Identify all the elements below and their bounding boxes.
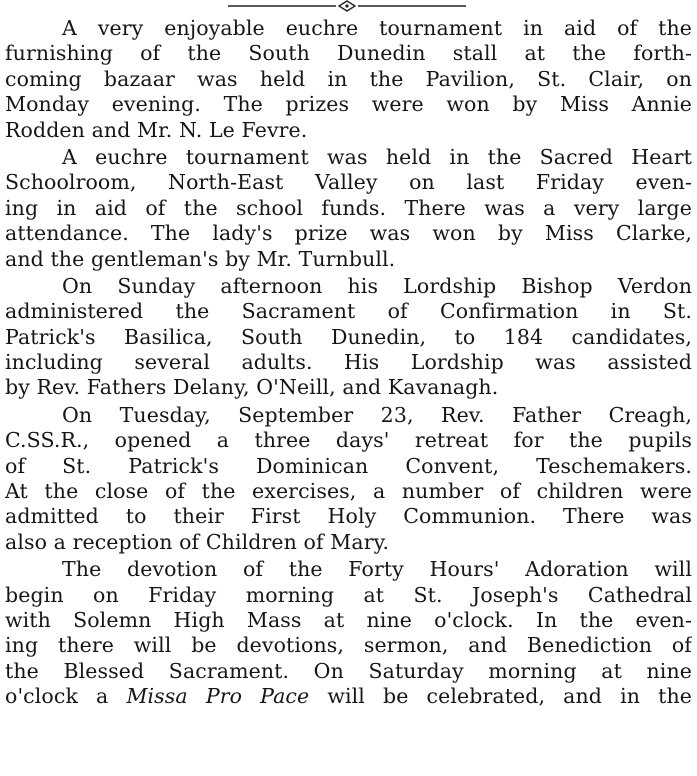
paragraph-forty-hours [5,557,692,709]
text-line: Schoolroom, North-East Valley on last Friday even- [5,170,692,195]
text-line: begin on Friday morning at St. Joseph's Cathedral [5,582,692,607]
text-line: Patrick's Basilica, South Dunedin, to 184 candidates, [5,324,692,349]
paragraph-euchre-south-dunedin [5,16,692,143]
text-line: furnishing of the South Dunedin stall at the forth- [5,41,692,66]
header-ornament-rule [0,0,697,12]
text-segment: o'clock a [5,684,127,709]
paragraph-euchre-sacred-heart [5,145,692,272]
text-line: A very enjoyable euchre tournament in aid of the [62,16,692,40]
text-line: also a reception of Children of Mary. [5,529,390,554]
text-line: the Blessed Sacrament. On Saturday morning at nine [5,658,692,683]
text-line: with Solemn High Mass at nine o'clock. In the even- [5,607,692,632]
paragraph-retreat [5,403,692,555]
text-line: by Rev. Fathers Delany, O'Neill, and Kavanagh. [5,375,499,400]
text-line: Rodden and Mr. N. Le Fevre. [5,117,308,142]
text-segment: will be celebrated, and in the [309,684,692,709]
paragraph-confirmation [5,274,692,401]
article-column [5,16,692,712]
text-line: The devotion of the Forty Hours' Adoration will [62,557,692,582]
text-line: ing in aid of the school funds. There was a very large [5,195,692,220]
text-line: At the close of the exercises, a number of children were [5,479,692,504]
text-line: On Tuesday, September 23, Rev. Father Creagh, [62,402,692,427]
text-line: Monday evening. The prizes were won by Miss Annie [5,92,692,117]
text-line: and the gentleman's by Mr. Turnbull. [5,246,396,271]
text-line: administered the Sacrament of Confirmation in St. [5,299,692,324]
text-line: of St. Patrick's Dominican Convent, Teschemakers. [5,453,692,478]
text-line [5,684,692,709]
text-line: A euchre tournament was held in the Sacred Heart [62,144,692,169]
text-line: On Sunday afternoon his Lordship Bishop Verdon [62,273,692,298]
text-line: C.SS.R., opened a three days' retreat for the pupils [5,428,692,453]
text-line: ing there will be devotions, sermon, and Benediction of [5,633,692,658]
text-line: including several adults. His Lordship was assisted [5,350,692,375]
text-line: coming bazaar was held in the Pavilion, St. Clair, on [5,66,692,91]
italic-phrase: Missa Pro Pace [126,684,310,709]
text-line: attendance. The lady's prize was won by Miss Clarke, [5,221,692,246]
text-line: admitted to their First Holy Communion. There was [5,504,692,529]
